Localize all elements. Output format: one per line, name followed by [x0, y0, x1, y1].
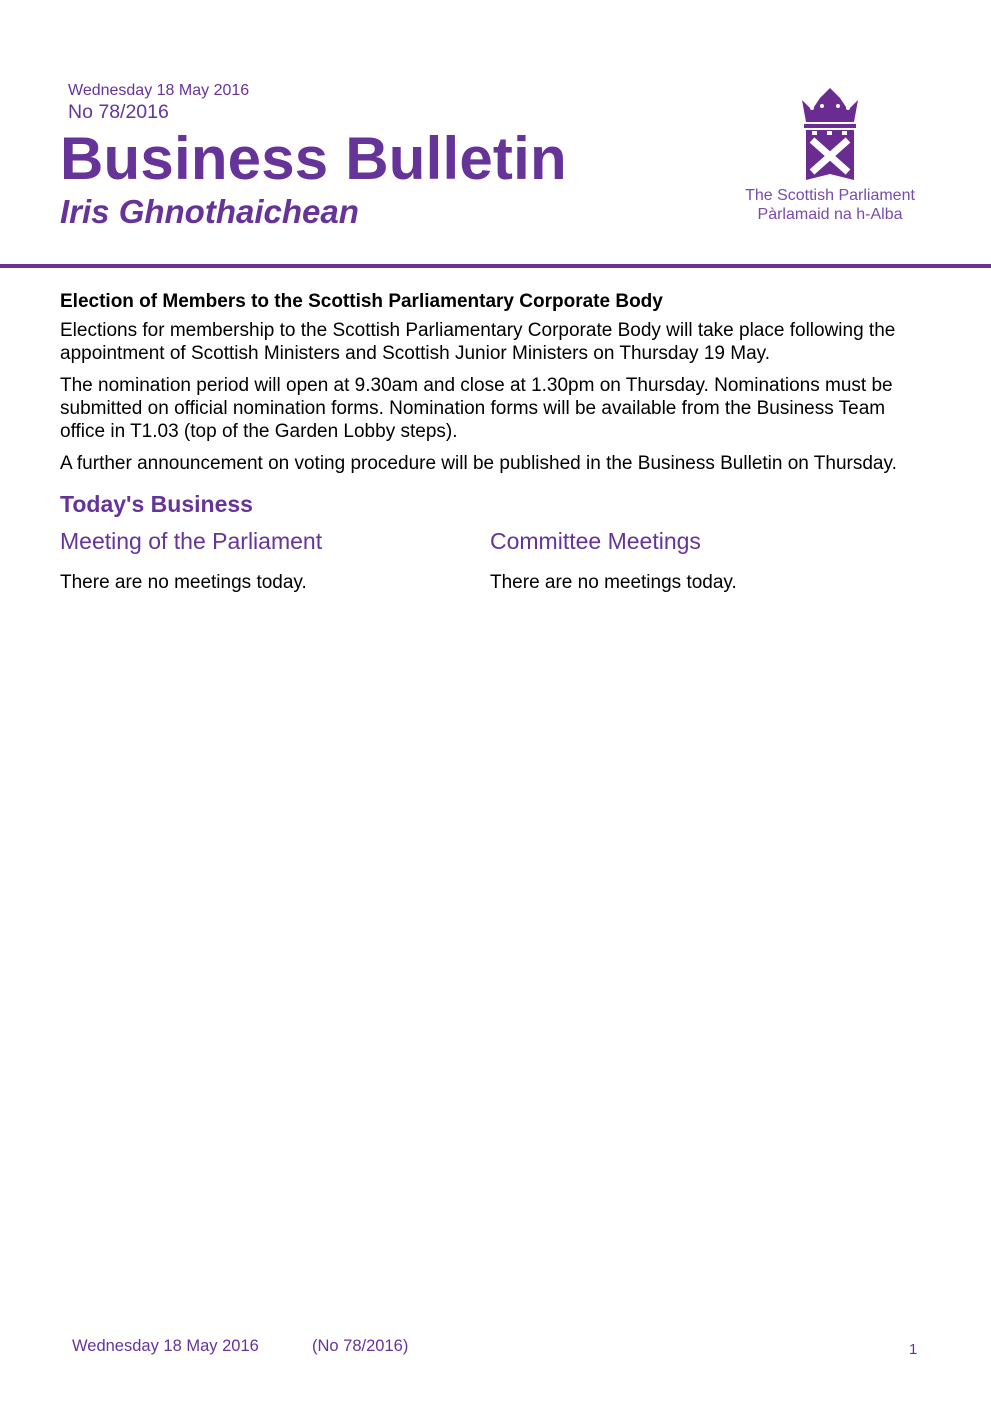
meeting-of-parliament-column [60, 530, 490, 594]
announcement-heading: Election of Members to the Scottish Parliamentary Corporate Body [60, 291, 663, 312]
announcement-paragraph: The nomination period will open at 9.30am and close at 1.30pm on Thursday. Nominations must be submitted on official nomination forms. Nomination forms will be available from the Business Team office in T1.03 (top of the Garden Lobby steps). [60, 375, 893, 442]
column-heading: Meeting of the Parliament [60, 528, 323, 554]
announcement-paragraph: Elections for membership to the Scottish Parliamentary Corporate Body will take place following the appointment of Scottish Ministers and Scottish Junior Ministers on Thursday 19 May. [60, 320, 896, 364]
header-issue-number: No 78/2016 [68, 101, 169, 123]
footer-issue-number: (No 78/2016) [312, 1337, 409, 1355]
header-date: Wednesday 18 May 2016 [68, 82, 250, 99]
page-subtitle: Iris Ghnothaichean [60, 193, 359, 230]
announcement-paragraph: A further announcement on voting procedure will be published in the Business Bulletin on Thursday. [60, 453, 897, 474]
crown-saltire-emblem-icon [798, 86, 862, 186]
page-title: Business Bulletin [60, 125, 567, 192]
bulletin-content [60, 290, 920, 594]
scottish-parliament-logo [740, 86, 930, 224]
business-columns [60, 530, 920, 594]
announcement-section [60, 290, 920, 475]
committee-meetings-column [490, 530, 920, 594]
footer-date: Wednesday 18 May 2016 [72, 1337, 259, 1355]
header-divider [0, 264, 991, 268]
logo-text-english: The Scottish Parliament [745, 187, 915, 204]
logo-text-gaelic: Pàrlamaid na h-Alba [757, 206, 903, 223]
column-text: There are no meetings today. [490, 572, 737, 593]
column-text: There are no meetings today. [60, 572, 307, 593]
todays-business-heading: Today's Business [60, 491, 253, 517]
page-number: 1 [909, 1341, 918, 1358]
column-heading: Committee Meetings [490, 528, 701, 554]
